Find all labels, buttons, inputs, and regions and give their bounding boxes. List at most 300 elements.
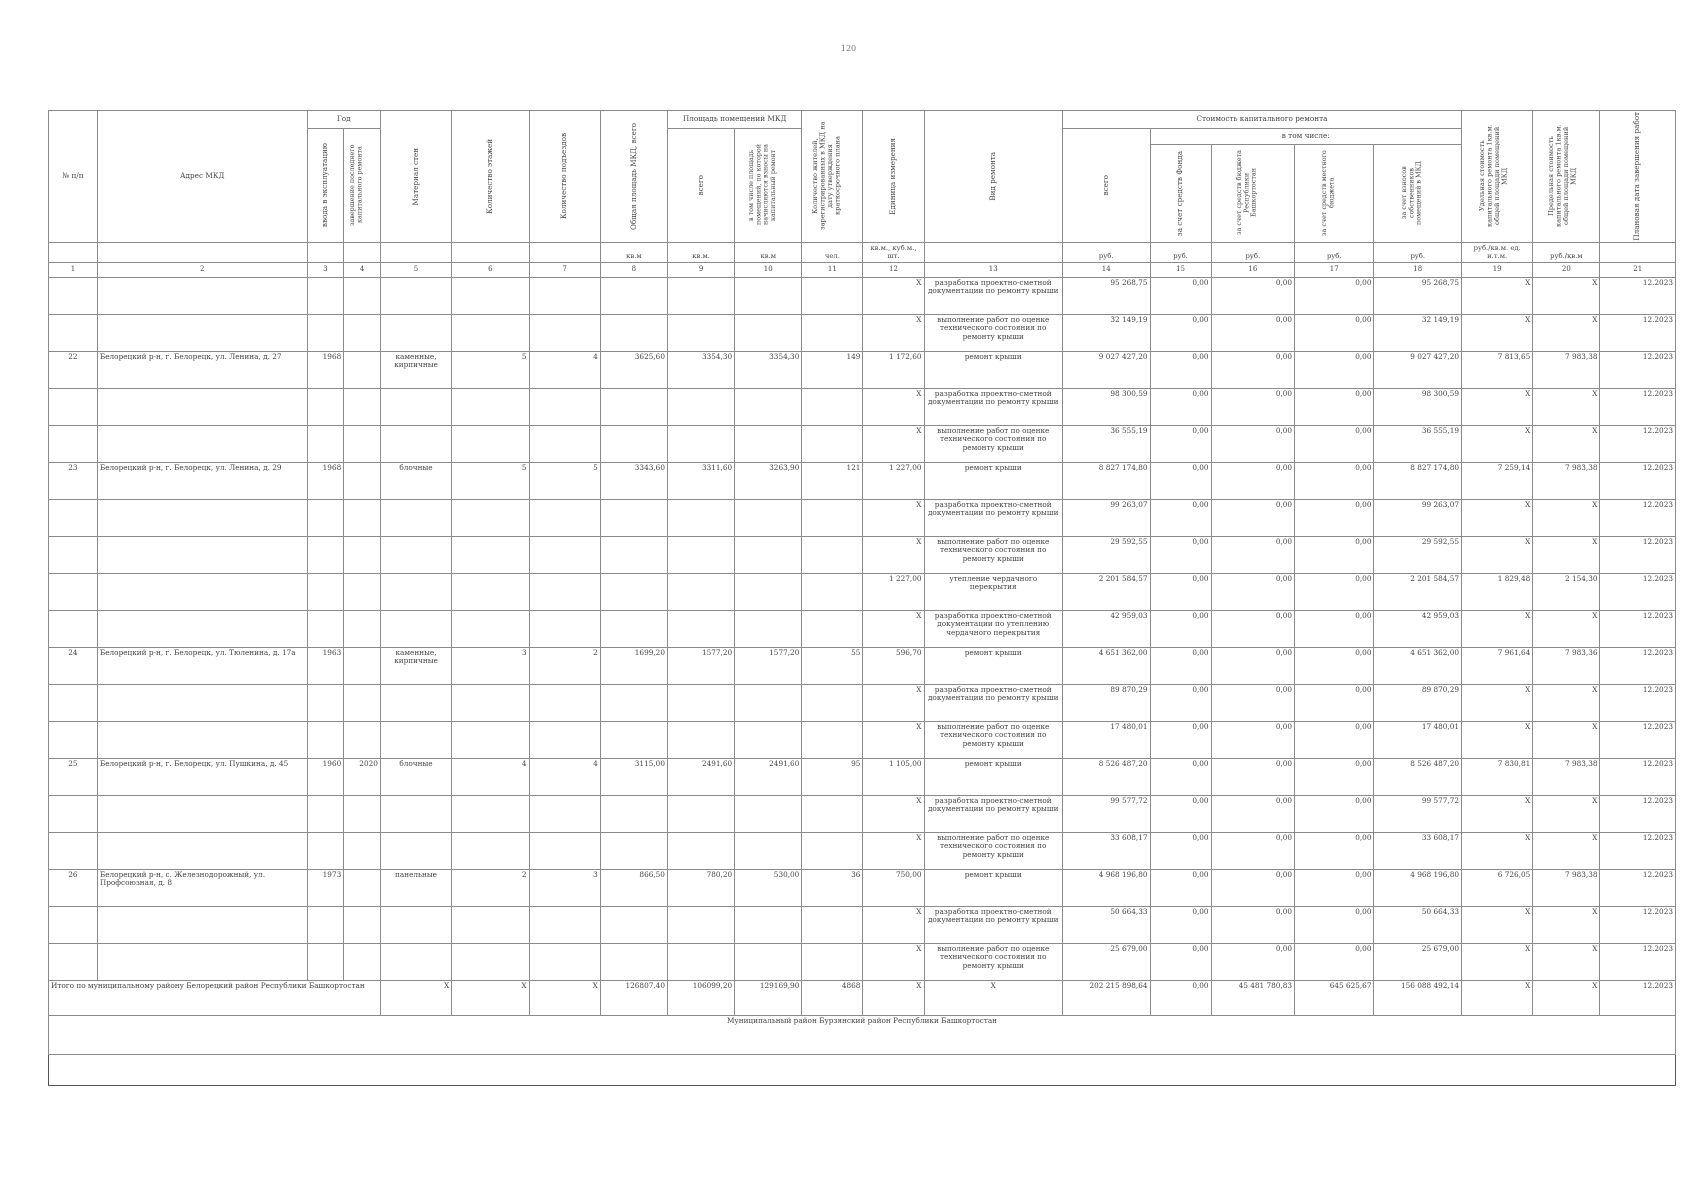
row-total-area: 3625,60: [600, 351, 667, 388]
row-planned-date: 12.2023: [1600, 314, 1676, 351]
row-cost-owners: 29 592,55: [1374, 536, 1462, 573]
row-no: [49, 684, 98, 721]
header-cost-republic: за счет средств бюджета Республики Башкортостан: [1211, 145, 1294, 242]
column-number: 5: [380, 262, 451, 277]
row-cost-republic: 0,00: [1211, 684, 1294, 721]
row-repair-type: утепление чердачного перекрытия: [924, 573, 1062, 610]
row-floors: [452, 388, 529, 425]
row-cost-owners: 89 870,29: [1374, 684, 1462, 721]
row-premises-area: [667, 684, 734, 721]
row-max-cost: 7 983,36: [1533, 647, 1600, 684]
row-cost-total: 33 608,17: [1062, 832, 1150, 869]
header-max-cost: Предельная стоимость капитального ремонта 1кв.м. общей площади помещений МКД: [1533, 111, 1600, 243]
total-area: 126807,40: [600, 980, 667, 1015]
row-premises-owned: [735, 573, 802, 610]
row-year-commission: [307, 684, 344, 721]
row-year-last-repair: [344, 499, 381, 536]
unit-rub18: руб.: [1374, 242, 1462, 262]
table-row: [49, 499, 1676, 536]
row-wall-material: блочные: [380, 462, 451, 499]
row-year-commission: [307, 610, 344, 647]
unit-area3: кв.м: [735, 242, 802, 262]
row-year-commission: [307, 425, 344, 462]
row-premises-area: 3311,60: [667, 462, 734, 499]
row-year-commission: [307, 832, 344, 869]
row-max-cost: X: [1533, 388, 1600, 425]
column-number: 6: [452, 262, 529, 277]
row-total-area: [600, 388, 667, 425]
row-total-area: [600, 499, 667, 536]
unit-people: чел.: [802, 242, 863, 262]
column-number: 7: [529, 262, 600, 277]
row-cost-total: 95 268,75: [1062, 277, 1150, 314]
row-entrances: [529, 943, 600, 980]
column-number: 8: [600, 262, 667, 277]
row-wall-material: [380, 425, 451, 462]
row-year-last-repair: [344, 425, 381, 462]
row-year-last-repair: [344, 943, 381, 980]
row-cost-fund: 0,00: [1150, 647, 1211, 684]
row-residents: [802, 314, 863, 351]
row-entrances: [529, 314, 600, 351]
row-cost-republic: 0,00: [1211, 425, 1294, 462]
row-cost-total: 4 968 196,80: [1062, 869, 1150, 906]
row-premises-area: [667, 906, 734, 943]
row-cost-total: 9 027 427,20: [1062, 351, 1150, 388]
row-cost-total: 8 526 487,20: [1062, 758, 1150, 795]
total-specific: X: [1462, 980, 1533, 1015]
row-residents: [802, 573, 863, 610]
row-residents: [802, 499, 863, 536]
row-specific-cost: 7 830,81: [1462, 758, 1533, 795]
total-fund: 0,00: [1150, 980, 1211, 1015]
row-address: Белорецкий р-н, г. Белорецк, ул. Ленина, д. 27: [97, 351, 307, 388]
row-premises-area: [667, 610, 734, 647]
row-premises-area: [667, 943, 734, 980]
total-owners: 156 088 492,14: [1374, 980, 1462, 1015]
row-planned-date: 12.2023: [1600, 610, 1676, 647]
row-premises-owned: [735, 832, 802, 869]
page-number: 120: [840, 44, 857, 53]
row-wall-material: [380, 721, 451, 758]
row-repair-type: разработка проектно-сметной документации по ремонту крыши: [924, 684, 1062, 721]
table-row: [49, 351, 1676, 388]
row-cost-owners: 95 268,75: [1374, 277, 1462, 314]
row-repair-type: разработка проектно-сметной документации по ремонту крыши: [924, 906, 1062, 943]
row-repair-type: выполнение работ по оценке технического состояния по ремонту крыши: [924, 943, 1062, 980]
row-floors: [452, 277, 529, 314]
row-premises-area: [667, 314, 734, 351]
row-max-cost: X: [1533, 425, 1600, 462]
row-cost-local: 0,00: [1295, 277, 1374, 314]
row-address: [97, 277, 307, 314]
total-residents: 4868: [802, 980, 863, 1015]
row-cost-total: 36 555,19: [1062, 425, 1150, 462]
table-row: [49, 610, 1676, 647]
row-year-commission: [307, 721, 344, 758]
row-max-cost: 7 983,38: [1533, 351, 1600, 388]
row-cost-republic: 0,00: [1211, 758, 1294, 795]
row-unit: X: [863, 684, 924, 721]
row-year-last-repair: [344, 388, 381, 425]
row-no: [49, 610, 98, 647]
row-cost-fund: 0,00: [1150, 758, 1211, 795]
repair-plan-table: [48, 110, 1676, 1055]
row-address: [97, 425, 307, 462]
row-max-cost: X: [1533, 795, 1600, 832]
row-year-commission: [307, 906, 344, 943]
row-unit: 596,70: [863, 647, 924, 684]
row-specific-cost: 1 829,48: [1462, 573, 1533, 610]
table-row: [49, 388, 1676, 425]
row-cost-local: 0,00: [1295, 351, 1374, 388]
row-specific-cost: X: [1462, 943, 1533, 980]
row-entrances: [529, 684, 600, 721]
row-cost-local: 0,00: [1295, 758, 1374, 795]
column-number: 10: [735, 262, 802, 277]
row-unit: X: [863, 425, 924, 462]
row-cost-total: 25 679,00: [1062, 943, 1150, 980]
row-address: [97, 314, 307, 351]
row-cost-owners: 4 651 362,00: [1374, 647, 1462, 684]
row-specific-cost: X: [1462, 610, 1533, 647]
header-entrances: Количество подъездов: [529, 111, 600, 243]
row-specific-cost: 6 726,05: [1462, 869, 1533, 906]
row-floors: [452, 943, 529, 980]
row-max-cost: X: [1533, 943, 1600, 980]
row-repair-type: ремонт крыши: [924, 758, 1062, 795]
row-total-area: [600, 314, 667, 351]
row-address: [97, 499, 307, 536]
row-max-cost: X: [1533, 277, 1600, 314]
row-no: 26: [49, 869, 98, 906]
header-no: № п/п: [49, 111, 98, 243]
row-floors: [452, 425, 529, 462]
row-premises-area: [667, 832, 734, 869]
row-planned-date: 12.2023: [1600, 832, 1676, 869]
column-number: 14: [1062, 262, 1150, 277]
row-no: [49, 906, 98, 943]
row-premises-owned: [735, 721, 802, 758]
row-repair-type: ремонт крыши: [924, 462, 1062, 499]
row-premises-owned: [735, 795, 802, 832]
row-max-cost: X: [1533, 721, 1600, 758]
row-specific-cost: X: [1462, 832, 1533, 869]
row-residents: [802, 277, 863, 314]
row-cost-republic: 0,00: [1211, 277, 1294, 314]
row-specific-cost: X: [1462, 684, 1533, 721]
row-year-last-repair: [344, 906, 381, 943]
row-total-area: [600, 832, 667, 869]
column-number: 3: [307, 262, 344, 277]
row-year-last-repair: [344, 721, 381, 758]
table-row: [49, 684, 1676, 721]
row-floors: [452, 832, 529, 869]
row-cost-fund: 0,00: [1150, 795, 1211, 832]
row-wall-material: [380, 610, 451, 647]
row-cost-total: 42 959,03: [1062, 610, 1150, 647]
row-cost-local: 0,00: [1295, 499, 1374, 536]
row-wall-material: [380, 277, 451, 314]
row-floors: 3: [452, 647, 529, 684]
row-residents: [802, 943, 863, 980]
row-cost-republic: 0,00: [1211, 314, 1294, 351]
row-no: [49, 425, 98, 462]
row-cost-owners: 50 664,33: [1374, 906, 1462, 943]
header-cost-local: за счет средств местного бюджета: [1295, 145, 1374, 242]
total-cost: 202 215 898,64: [1062, 980, 1150, 1015]
row-cost-total: 99 263,07: [1062, 499, 1150, 536]
row-unit: X: [863, 277, 924, 314]
table-row: [49, 943, 1676, 980]
row-cost-total: 8 827 174,80: [1062, 462, 1150, 499]
row-cost-fund: 0,00: [1150, 832, 1211, 869]
row-cost-republic: 0,00: [1211, 832, 1294, 869]
column-number: 11: [802, 262, 863, 277]
header-planned-date: Плановая дата завершения работ: [1600, 111, 1676, 243]
row-cost-total: 99 577,72: [1062, 795, 1150, 832]
row-entrances: 4: [529, 758, 600, 795]
row-cost-total: 2 201 584,57: [1062, 573, 1150, 610]
row-premises-owned: 1577,20: [735, 647, 802, 684]
row-cost-total: 17 480,01: [1062, 721, 1150, 758]
unit-rub16: руб.: [1211, 242, 1294, 262]
table-row: [49, 536, 1676, 573]
row-floors: [452, 536, 529, 573]
row-cost-owners: 8 526 487,20: [1374, 758, 1462, 795]
row-year-commission: 1963: [307, 647, 344, 684]
row-residents: 36: [802, 869, 863, 906]
row-unit: X: [863, 795, 924, 832]
column-number: 13: [924, 262, 1062, 277]
row-cost-owners: 17 480,01: [1374, 721, 1462, 758]
column-number: 18: [1374, 262, 1462, 277]
row-cost-fund: 0,00: [1150, 943, 1211, 980]
row-cost-republic: 0,00: [1211, 388, 1294, 425]
row-premises-owned: [735, 499, 802, 536]
row-cost-total: 50 664,33: [1062, 906, 1150, 943]
row-no: [49, 943, 98, 980]
row-planned-date: 12.2023: [1600, 721, 1676, 758]
row-no: [49, 277, 98, 314]
row-wall-material: [380, 943, 451, 980]
row-no: [49, 832, 98, 869]
row-cost-fund: 0,00: [1150, 425, 1211, 462]
header-repair-type: Вид ремонта: [924, 111, 1062, 243]
row-address: Белорецкий р-н, г. Белорецк, ул. Пушкина, д. 45: [97, 758, 307, 795]
row-floors: 5: [452, 462, 529, 499]
row-cost-republic: 0,00: [1211, 573, 1294, 610]
row-wall-material: [380, 795, 451, 832]
row-entrances: 4: [529, 351, 600, 388]
row-residents: [802, 721, 863, 758]
row-repair-type: разработка проектно-сметной документации по ремонту крыши: [924, 388, 1062, 425]
row-cost-local: 0,00: [1295, 795, 1374, 832]
header-address: Адрес МКД: [97, 111, 307, 243]
row-wall-material: [380, 573, 451, 610]
row-cost-local: 0,00: [1295, 647, 1374, 684]
row-unit: X: [863, 536, 924, 573]
row-unit: 1 172,60: [863, 351, 924, 388]
row-repair-type: выполнение работ по оценке технического состояния по ремонту крыши: [924, 314, 1062, 351]
row-year-last-repair: [344, 314, 381, 351]
table-row: [49, 721, 1676, 758]
row-wall-material: блочные: [380, 758, 451, 795]
row-year-commission: [307, 536, 344, 573]
table-body: [49, 277, 1676, 980]
column-number: 9: [667, 262, 734, 277]
row-premises-area: [667, 388, 734, 425]
row-premises-area: 780,20: [667, 869, 734, 906]
row-year-commission: [307, 388, 344, 425]
row-max-cost: X: [1533, 906, 1600, 943]
column-number: 19: [1462, 262, 1533, 277]
row-cost-local: 0,00: [1295, 869, 1374, 906]
row-residents: [802, 425, 863, 462]
row-cost-fund: 0,00: [1150, 869, 1211, 906]
row-address: Белорецкий р-н, г. Белорецк, ул. Ленина, д. 29: [97, 462, 307, 499]
row-no: [49, 499, 98, 536]
row-premises-owned: [735, 388, 802, 425]
row-year-last-repair: 2020: [344, 758, 381, 795]
row-unit: 1 105,00: [863, 758, 924, 795]
row-max-cost: X: [1533, 314, 1600, 351]
row-cost-republic: 0,00: [1211, 499, 1294, 536]
column-number: 4: [344, 262, 381, 277]
row-address: [97, 721, 307, 758]
row-repair-type: выполнение работ по оценке технического состояния по ремонту крыши: [924, 832, 1062, 869]
header-year-group: Год: [307, 111, 380, 129]
row-repair-type: ремонт крыши: [924, 869, 1062, 906]
row-floors: [452, 573, 529, 610]
row-planned-date: 12.2023: [1600, 906, 1676, 943]
row-residents: [802, 536, 863, 573]
table-header: [49, 111, 1676, 278]
row-premises-owned: [735, 277, 802, 314]
row-max-cost: X: [1533, 536, 1600, 573]
row-premises-owned: [735, 684, 802, 721]
row-premises-area: 2491,60: [667, 758, 734, 795]
row-premises-area: [667, 425, 734, 462]
row-year-last-repair: [344, 462, 381, 499]
column-number: 20: [1533, 262, 1600, 277]
row-cost-local: 0,00: [1295, 314, 1374, 351]
row-max-cost: X: [1533, 832, 1600, 869]
row-floors: [452, 795, 529, 832]
row-entrances: [529, 536, 600, 573]
row-wall-material: [380, 388, 451, 425]
total-mat: X: [380, 980, 451, 1015]
row-cost-fund: 0,00: [1150, 906, 1211, 943]
row-entrances: [529, 906, 600, 943]
header-cost-fund: за счет средств Фонда: [1150, 145, 1211, 242]
row-cost-republic: 0,00: [1211, 536, 1294, 573]
row-year-commission: 1968: [307, 462, 344, 499]
table-row: [49, 906, 1676, 943]
row-cost-owners: 42 959,03: [1374, 610, 1462, 647]
row-wall-material: [380, 684, 451, 721]
row-specific-cost: 7 813,65: [1462, 351, 1533, 388]
row-cost-fund: 0,00: [1150, 721, 1211, 758]
row-year-last-repair: [344, 647, 381, 684]
row-cost-local: 0,00: [1295, 462, 1374, 499]
column-numbers-row: [49, 262, 1676, 277]
total-date: 12.2023: [1600, 980, 1676, 1015]
row-address: [97, 795, 307, 832]
row-entrances: [529, 610, 600, 647]
row-premises-owned: [735, 610, 802, 647]
total-unit: X: [863, 980, 924, 1015]
row-planned-date: 12.2023: [1600, 795, 1676, 832]
table-row: [49, 462, 1676, 499]
row-planned-date: 12.2023: [1600, 351, 1676, 388]
row-year-commission: [307, 499, 344, 536]
row-unit: X: [863, 499, 924, 536]
row-cost-total: 89 870,29: [1062, 684, 1150, 721]
row-unit: X: [863, 314, 924, 351]
row-entrances: [529, 425, 600, 462]
row-unit: 750,00: [863, 869, 924, 906]
column-number: 15: [1150, 262, 1211, 277]
row-floors: 4: [452, 758, 529, 795]
row-address: [97, 536, 307, 573]
row-entrances: 5: [529, 462, 600, 499]
header-year-last-repair: завершение последнего капитального ремонта: [344, 129, 381, 243]
row-planned-date: 12.2023: [1600, 647, 1676, 684]
row-year-commission: [307, 314, 344, 351]
row-wall-material: каменные, кирпичные: [380, 647, 451, 684]
row-total-area: 1699,20: [600, 647, 667, 684]
row-entrances: [529, 795, 600, 832]
total-entrances: X: [529, 980, 600, 1015]
row-floors: [452, 499, 529, 536]
row-specific-cost: X: [1462, 499, 1533, 536]
row-cost-local: 0,00: [1295, 832, 1374, 869]
row-address: [97, 573, 307, 610]
row-floors: 2: [452, 869, 529, 906]
row-planned-date: 12.2023: [1600, 869, 1676, 906]
total-max: X: [1533, 980, 1600, 1015]
row-entrances: 3: [529, 869, 600, 906]
row-no: [49, 536, 98, 573]
row-repair-type: выполнение работ по оценке технического состояния по ремонту крыши: [924, 536, 1062, 573]
row-address: [97, 684, 307, 721]
row-max-cost: 7 983,38: [1533, 462, 1600, 499]
header-wall-material: Материал стен: [380, 111, 451, 243]
row-no: [49, 573, 98, 610]
row-cost-owners: 98 300,59: [1374, 388, 1462, 425]
row-total-area: [600, 277, 667, 314]
row-cost-local: 0,00: [1295, 610, 1374, 647]
row-cost-republic: 0,00: [1211, 610, 1294, 647]
row-year-last-repair: [344, 610, 381, 647]
row-premises-owned: 2491,60: [735, 758, 802, 795]
table-row: [49, 425, 1676, 462]
row-cost-fund: 0,00: [1150, 351, 1211, 388]
row-unit: X: [863, 721, 924, 758]
column-number: 21: [1600, 262, 1676, 277]
header-specific-cost: Удельная стоимость капитального ремонта 1кв.м. общей площади помещений МКД: [1462, 111, 1533, 243]
row-premises-owned: 530,00: [735, 869, 802, 906]
row-year-last-repair: [344, 536, 381, 573]
total-label: Итого по муниципальному району Белорецкий район Республики Башкортостан: [49, 980, 381, 1015]
row-repair-type: разработка проектно-сметной документации по ремонту крыши: [924, 795, 1062, 832]
row-floors: [452, 906, 529, 943]
row-total-area: [600, 425, 667, 462]
row-residents: 55: [802, 647, 863, 684]
row-planned-date: 12.2023: [1600, 536, 1676, 573]
row-entrances: [529, 832, 600, 869]
